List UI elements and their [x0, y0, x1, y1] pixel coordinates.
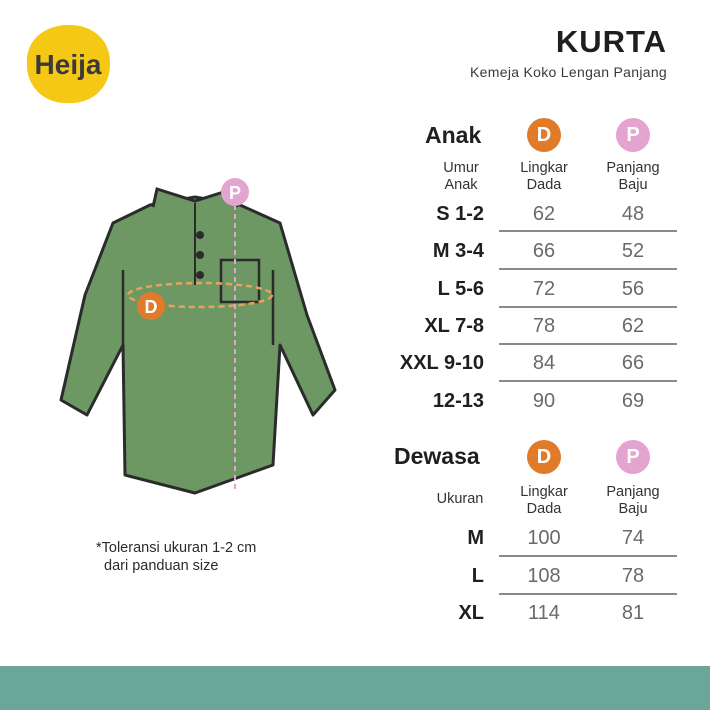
size-label: XL [458, 602, 484, 624]
header-umur-anak: Umur Anak [443, 160, 479, 193]
value-lingkar: 114 [528, 602, 560, 624]
page-title: KURTA [555, 24, 667, 59]
value-panjang: 56 [621, 278, 645, 300]
size-label: L 5-6 [437, 278, 484, 300]
badge-d-anak: D [527, 118, 561, 152]
tolerance-note [96, 539, 256, 575]
size-label: M [467, 527, 484, 549]
value-lingkar: 78 [532, 315, 556, 337]
size-table [380, 118, 680, 638]
logo-text: Heija [34, 49, 102, 80]
value-lingkar: 100 [527, 527, 561, 549]
row-divider [499, 380, 677, 382]
header-lingkar-dada: Lingkar Dada [520, 484, 568, 517]
note-line-2: dari panduan size [104, 558, 219, 574]
row-divider [499, 268, 677, 270]
marker-p: P [228, 183, 242, 203]
section-title-anak: Anak [425, 122, 482, 148]
value-panjang: 48 [621, 203, 645, 225]
size-label: XL 7-8 [424, 315, 484, 337]
size-label: XXL 9-10 [399, 352, 484, 374]
badge-d-dewasa: D [527, 440, 561, 474]
row-divider [499, 230, 677, 232]
value-lingkar: 108 [527, 565, 561, 587]
size-label: 12-13 [432, 390, 484, 412]
value-panjang: 62 [621, 315, 645, 337]
header-lingkar-dada: Lingkar Dada [520, 160, 568, 193]
row-divider [499, 593, 677, 595]
size-label: M 3-4 [432, 240, 484, 262]
badge-p-anak: P [616, 118, 650, 152]
kurta-illustration [45, 175, 345, 505]
footer-bar [0, 666, 710, 710]
size-label: L [471, 565, 484, 587]
row-divider [499, 343, 677, 345]
header-panjang-baju: Panjang Baju [606, 160, 660, 193]
marker-d: D [144, 297, 158, 317]
value-lingkar: 90 [532, 390, 556, 412]
header-ukuran: Ukuran [436, 491, 484, 507]
value-lingkar: 84 [532, 352, 556, 374]
value-lingkar: 62 [532, 203, 556, 225]
value-panjang: 74 [621, 527, 645, 549]
value-panjang: 52 [621, 240, 645, 262]
value-lingkar: 72 [532, 278, 556, 300]
value-lingkar: 66 [532, 240, 556, 262]
note-line-1: *Toleransi ukuran 1-2 cm [96, 540, 257, 556]
row-divider [499, 555, 677, 557]
page-subtitle: Kemeja Koko Lengan Panjang [470, 64, 667, 80]
section-title-dewasa: Dewasa [394, 443, 480, 469]
size-label: S 1-2 [436, 203, 484, 225]
value-panjang: 81 [621, 602, 645, 624]
heija-logo [24, 22, 112, 106]
value-panjang: 66 [621, 352, 645, 374]
value-panjang: 78 [621, 565, 645, 587]
value-panjang: 69 [621, 390, 645, 412]
header-panjang-baju: Panjang Baju [606, 484, 660, 517]
badge-p-dewasa: P [616, 440, 650, 474]
row-divider [499, 306, 677, 308]
